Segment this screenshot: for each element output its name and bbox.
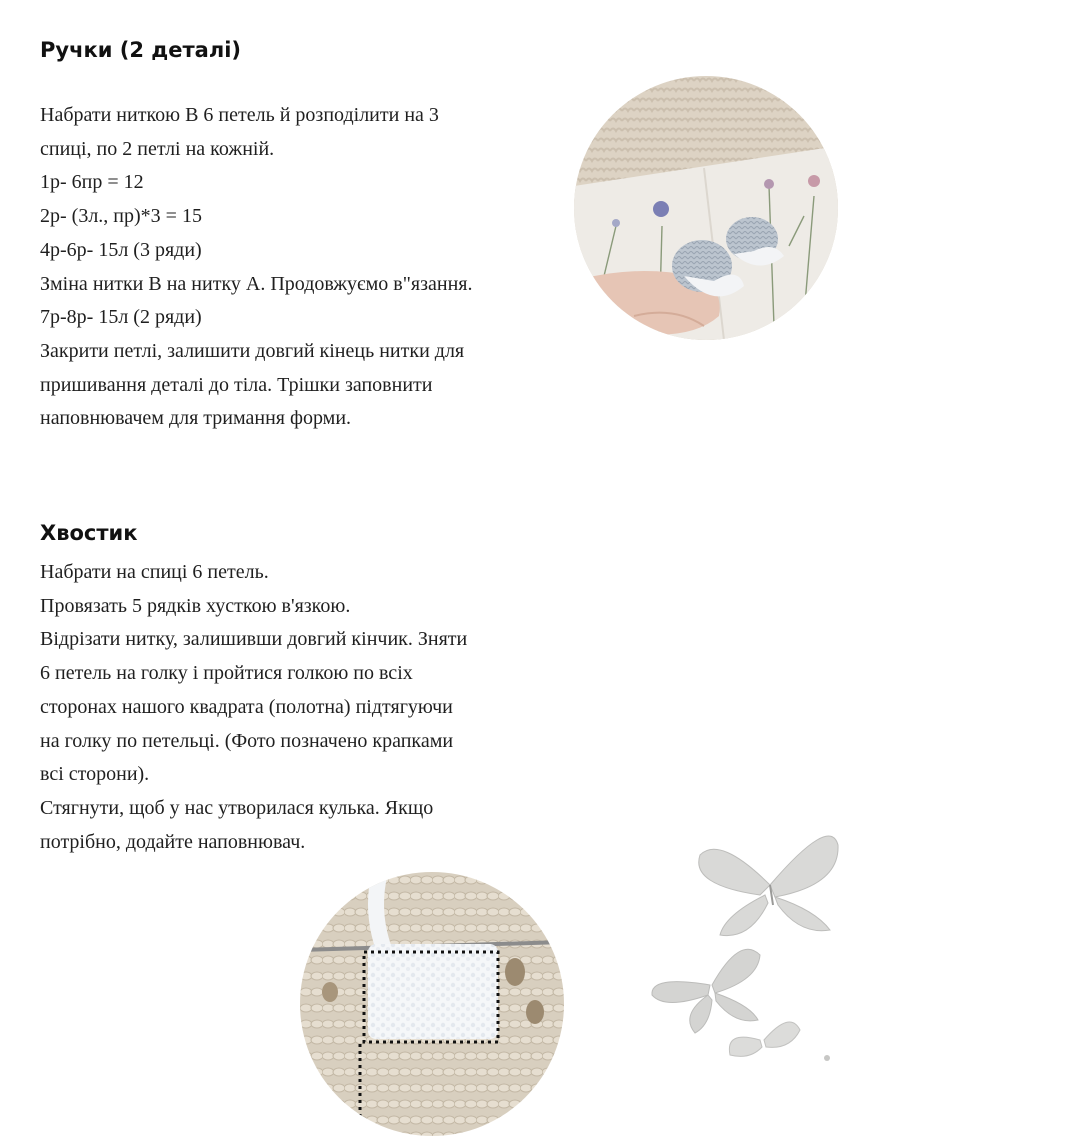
text-line: 2р- (3л., пр)*3 = 15 [40, 205, 202, 228]
butterflies-decoration [640, 815, 840, 1065]
text-line: Зміна нитки В на нитку А. Продовжуємо в"язання. [40, 272, 473, 295]
text-line: 7р-8р- 15л (2 ряди) [40, 306, 202, 329]
text-line: пришивання деталі до тіла. Трішки заповнити [40, 373, 433, 396]
text-line: наповнювачем для тримання форми. [40, 407, 352, 430]
text-line: Закрити петлі, залишити довгий кінець нитки для [40, 339, 465, 362]
text-line: 4р-6р- 15л (3 ряди) [40, 238, 202, 261]
text-line: Відрізати нитку, залишивши довгий кінчик. Зняти [40, 628, 468, 651]
text-line: 1р- 6пр = 12 [40, 171, 144, 194]
section-handles-text [40, 99, 472, 436]
text-line: потрібно, додайте наповнювач. [40, 830, 306, 853]
butterfly-icon [729, 1022, 800, 1056]
text-line: на голку по петельці. (Фото позначено крапками [40, 729, 454, 752]
text-line: спиці, по 2 петлі на кожній. [40, 137, 275, 160]
text-line: Стягнути, щоб у нас утворилася кулька. Якщо [40, 796, 434, 819]
section-handles-title: Ручки (2 деталі) [40, 38, 242, 62]
section-tail-title: Хвостик [40, 521, 138, 545]
text-line: Набрати ниткою В 6 петель й розподілити на 3 [40, 104, 439, 126]
text-line: сторонах нашого квадрата (полотна) підтягуючи [40, 695, 453, 718]
section-tail-text [40, 556, 467, 859]
butterfly-icon [652, 949, 760, 1033]
butterfly-icon [699, 836, 838, 936]
text-line: Набрати на спиці 6 петель. [40, 561, 269, 583]
text-line: Провязать 5 рядків хусткою в'язкою. [40, 594, 351, 617]
text-line: всі сторони). [40, 763, 150, 786]
handles-photo [574, 76, 838, 340]
tail-photo [300, 872, 564, 1136]
text-line: 6 петель на голку і пройтися голкою по всіх [40, 662, 413, 685]
